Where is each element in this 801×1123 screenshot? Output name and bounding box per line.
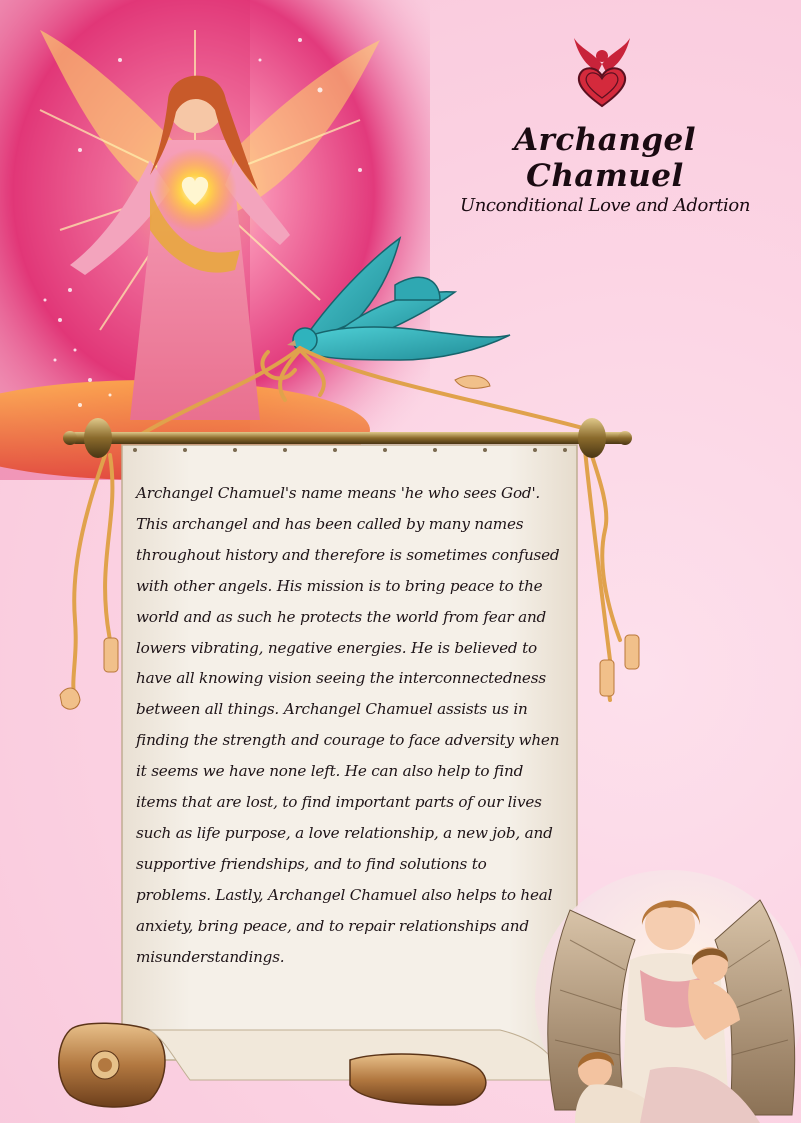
description-text: Archangel Chamuel's name means 'he who sees God'. This archangel and has been called by many names throughout history and therefore is sometimes confused with other angels. His mission is to bring peace to the world and as such he protects the world from fear and lowers vibrating, negative energies. He is believed to have all knowing vision seeing the interconnectedness between all things. Archangel Chamuel assists us in finding the strength and courage to face adversity when it seems we have none left. He can also help to find items that are lost, to find important parts of our lives such as life purpose, a love relationship, a new job, and supportive friendships, and to find solutions to problems. Lastly, Archangel Chamuel also helps to heal anxiety, bring peace, and to repair relationships and misunderstandings.	[136, 484, 560, 966]
page-title: Archangel Chamuel	[513, 122, 697, 194]
page-subtitle: Unconditional Love and Adortion	[459, 195, 751, 216]
winged-heart-icon	[570, 34, 634, 108]
dove-illustration	[287, 238, 510, 360]
angel-bottom-illustration	[530, 870, 801, 1123]
